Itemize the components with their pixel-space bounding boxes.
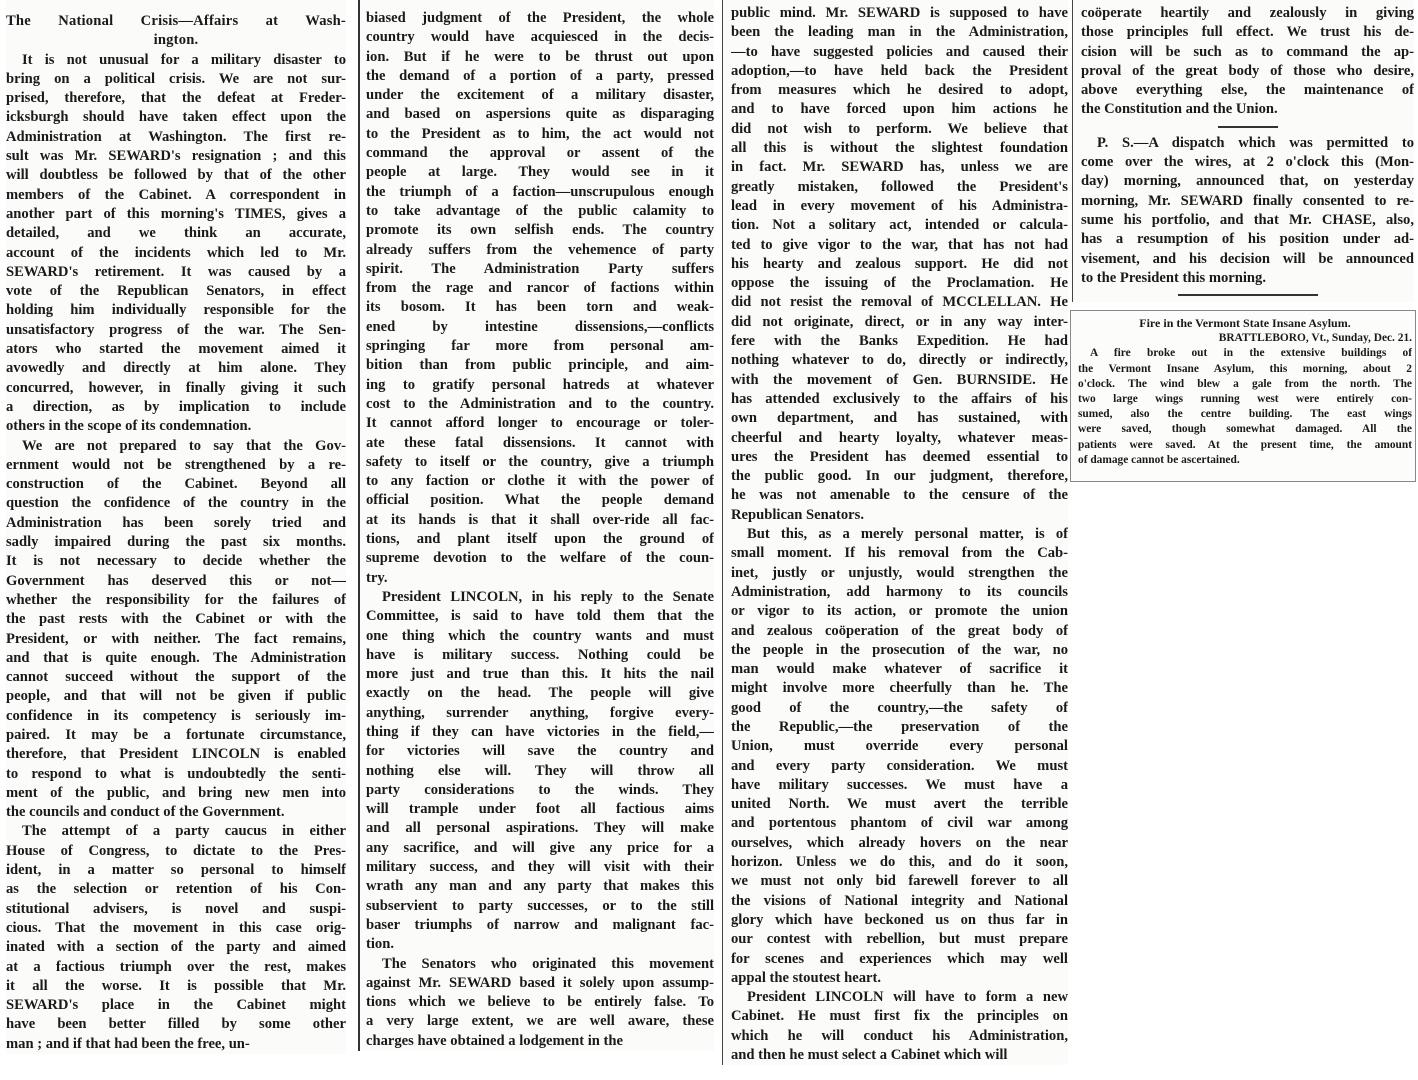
- text-line: Government has deserved this or not—: [6, 572, 346, 589]
- text-line: united North. We must avert the terrible: [731, 796, 1068, 813]
- text-line: for victories will save the country and: [366, 743, 714, 760]
- text-line: oppose the issuing of the Proclamation. He: [731, 275, 1068, 292]
- text-line: Union, must override every personal: [731, 738, 1068, 755]
- text-line: and every party consideration. We must: [731, 757, 1068, 774]
- text-line: holding him individually responsible for the: [6, 302, 346, 319]
- text-line: concurred, however, in finally giving it such: [6, 379, 346, 396]
- text-line: bring on a political crisis. We are not sur-: [6, 70, 346, 87]
- text-line: therefore, that President LINCOLN is enabled: [6, 746, 346, 763]
- fire-article-body: [1078, 346, 1412, 468]
- article-column-4: [1072, 0, 1414, 302]
- text-line: question the confidence of the country in the: [6, 495, 346, 512]
- text-line: the public good. In our judgment, therefore,: [731, 468, 1068, 485]
- text-line: good of the country,—the safety of: [731, 699, 1068, 716]
- text-line: nothing else will. They will throw all: [366, 762, 714, 779]
- text-line: House of Congress, to dictate to the Pres-: [6, 842, 346, 859]
- text-line: to the President as to him, the act would not: [366, 125, 714, 142]
- text-line: But this, as a merely personal matter, is of: [747, 526, 1068, 543]
- text-line: two large wings running west were entirely con-: [1078, 393, 1412, 406]
- text-line: morning, Mr. SEWARD finally consented to re-: [1081, 192, 1414, 209]
- text-line: did not wish to perform. We believe that: [731, 120, 1068, 137]
- text-line: the Republic,—the preservation of the: [731, 718, 1068, 735]
- text-line: o'clock. The wind blew a gale from the north. The: [1078, 377, 1412, 390]
- text-line: ourselves, which already hovers on the near: [731, 834, 1068, 851]
- text-line: public mind. Mr. SEWARD is supposed to have: [731, 5, 1068, 21]
- text-line: from measures which he desired to adopt,: [731, 82, 1068, 99]
- text-line: and that is quite enough. The Administration: [6, 649, 346, 666]
- text-line: have military successes. We must have a: [731, 776, 1068, 793]
- text-line: visement, and his decision will be announced: [1081, 250, 1414, 267]
- text-line: —to have suggested policies and caused their: [731, 43, 1068, 60]
- text-line: sumed, also the centre building. The east wings: [1078, 408, 1412, 421]
- text-line: the councils and conduct of the Government.: [6, 804, 285, 821]
- fire-article: [1078, 316, 1412, 468]
- text-line: It is not necessary to decide whether the: [6, 553, 346, 570]
- text-line: cheerful and hearty loyalty, whatever meas-: [731, 429, 1068, 446]
- text-line: greatly mistaken, followed the President's: [731, 178, 1068, 195]
- text-line: Administration has been sorely tried and: [6, 514, 346, 531]
- text-line: The Senators who originated this movement: [382, 955, 714, 972]
- text-line: adoption,—to have held back the President: [731, 62, 1068, 79]
- article-column-1: [6, 0, 346, 1054]
- text-line: charges have obtained a lodgement in the: [366, 1032, 624, 1049]
- text-line: man ; and if that had been the free, un-: [6, 1035, 250, 1052]
- text-line: under the excitement of a military disaster,: [366, 87, 714, 104]
- text-line: icksburgh should have taken effect upon the: [6, 109, 346, 126]
- column-4-body: [1081, 4, 1414, 120]
- text-line: day) morning, announced that, on yesterday: [1081, 173, 1414, 190]
- text-line: all this is without the slightest foundation: [731, 140, 1068, 157]
- text-line: The attempt of a party caucus in either: [22, 823, 346, 840]
- text-line: ate these fatal dissensions. It cannot with: [366, 434, 714, 451]
- text-line: and to have forced upon him actions he: [731, 101, 1068, 118]
- text-line: A fire broke out in the extensive buildings of: [1090, 347, 1412, 360]
- text-line: appal the stoutest heart.: [731, 969, 881, 986]
- text-line: to any faction or clothe it with the power of: [366, 473, 714, 490]
- text-line: we must not only bid farewell forever to all: [731, 873, 1068, 890]
- text-line: promote its own selfish ends. The country: [366, 222, 714, 239]
- text-line: and zealous coöperation of the great body of: [731, 622, 1068, 639]
- text-line: coöperate heartily and zealously in giving: [1081, 5, 1414, 21]
- text-line: exactly on the head. The people will give: [366, 685, 714, 702]
- text-line: military success, and they will visit with their: [366, 859, 714, 876]
- text-line: members of the Cabinet. A correspondent in: [6, 186, 346, 203]
- text-line: tions, and plant itself upon the ground of: [366, 531, 714, 548]
- text-line: ion. But if he were to be thrust out upon: [366, 48, 714, 65]
- text-line: ted to give vigor to the war, that has not had: [731, 236, 1068, 253]
- text-line: whether the responsibility for the failures of: [6, 591, 346, 608]
- text-line: ures the President has deemed essential to: [731, 448, 1068, 465]
- column-2-body: [366, 9, 714, 1051]
- column-3-body: [731, 4, 1068, 1065]
- text-line: others in the scope of its condemnation.: [6, 418, 252, 435]
- text-line: did not originate, direct, or in any way inter-: [731, 313, 1068, 330]
- text-line: avowedly and directly at him alone. They: [6, 360, 346, 377]
- text-line: come over the wires, at 2 o'clock this (Mon-: [1081, 154, 1414, 171]
- text-line: try.: [366, 569, 388, 586]
- text-line: SEWARD's place in the Cabinet might: [6, 997, 346, 1014]
- text-line: prised, therefore, that the defeat at Freder-: [6, 90, 346, 107]
- fire-article-title: Fire in the Vermont State Insane Asylum.: [1139, 316, 1351, 330]
- text-line: unsatisfactory progress of the war. The Sen-: [6, 321, 346, 338]
- text-line: the Vermont Insane Asylum, this morning, about 2: [1078, 362, 1412, 375]
- text-line: man would make whatever of sacrifice it: [731, 661, 1068, 678]
- text-line: have is military success. Nothing could be: [366, 646, 714, 663]
- text-line: from the rage and rancor of factions within: [366, 280, 714, 297]
- text-line: been the leading man in the Administration,: [731, 24, 1068, 41]
- text-line: detailed, and we think an accurate,: [6, 225, 346, 242]
- text-line: has attended exclusively to the affairs of his: [731, 390, 1068, 407]
- text-line: Committee, is said to have told them that the: [366, 608, 714, 625]
- text-line: cannot succeed without the support of the: [6, 669, 346, 686]
- text-line: against Mr. SEWARD based it solely upon assump-: [366, 974, 714, 991]
- text-line: were saved, though somewhat damaged. All the: [1078, 423, 1412, 436]
- text-line: at a factious triumph over the rest, makes: [6, 958, 346, 975]
- text-line: for scenes and experiences which may well: [731, 950, 1068, 967]
- text-line: own department, and has sustained, with: [731, 410, 1068, 427]
- text-line: the demand of a portion of a party, pressed: [366, 67, 714, 84]
- text-line: stitutional advisers, is novel and suspi-: [6, 900, 346, 917]
- text-line: proval of the great body of those who desire,: [1081, 62, 1414, 79]
- text-line: ing to gratify personal hatreds at whatever: [366, 376, 714, 393]
- fire-article-dateline: BRATTLEBORO, Vt., Sunday, Dec. 21.: [1218, 332, 1412, 345]
- text-line: the triumph of a faction—unscrupulous enough: [366, 183, 714, 200]
- text-line: cost to the Administration and to the country.: [366, 395, 714, 412]
- text-line: another part of this morning's TIMES, gives a: [6, 205, 346, 222]
- text-line: subservient to party successes, or to the still: [366, 897, 714, 914]
- text-line: inated with a section of the party and aimed: [6, 939, 346, 956]
- text-line: President LINCOLN will have to form a new: [747, 989, 1068, 1006]
- text-line: and based on aspersions quite as disparaging: [366, 106, 714, 123]
- text-line: to take advantage of the public calamity to: [366, 202, 714, 219]
- text-line: of damage cannot be ascertained.: [1078, 453, 1240, 466]
- text-line: those principles full effect. We trust his de-: [1081, 24, 1414, 41]
- text-line: above everything else, the maintenance of: [1081, 82, 1414, 99]
- text-line: lead in every movement of his Administra-: [731, 197, 1068, 214]
- text-line: baser triumphs of narrow and malignant fac-: [366, 916, 714, 933]
- text-line: thing if they can have victories in the field,—: [366, 723, 714, 740]
- text-line: a very large extent, we are well aware, these: [366, 1013, 714, 1030]
- text-line: to the President this morning.: [1081, 269, 1266, 286]
- text-line: tions which we believe to be entirely false. To: [366, 994, 714, 1011]
- text-line: ened by intestine dissensions,—conflicts: [366, 318, 714, 335]
- text-line: Republican Senators.: [731, 506, 864, 523]
- text-line: has a resumption of his position under ad-: [1081, 231, 1414, 248]
- text-line: ident, in a matter so personal to himself: [6, 862, 346, 879]
- text-line: confidence in its competency is seriously im-: [6, 707, 346, 724]
- text-line: sult was Mr. SEWARD's resignation ; and this: [6, 148, 346, 165]
- text-line: country would have acquiesced in the decis-: [366, 29, 714, 46]
- text-line: will doubtless be followed by that of the other: [6, 167, 346, 184]
- text-line: vote of the Republican Senators, in effect: [6, 283, 346, 300]
- text-line: any sacrifice, and will give any price for a: [366, 839, 714, 856]
- text-line: did not resist the removal of MCCLELLAN. He: [731, 294, 1068, 311]
- column-1-body: [6, 51, 346, 1054]
- text-line: as the selection or retention of his Con-: [6, 881, 346, 898]
- text-line: It is not unusual for a military disaster to: [22, 51, 346, 68]
- text-line: or vigor to its action, or promote the union: [731, 603, 1068, 620]
- section-divider: [1218, 126, 1278, 128]
- text-line: paired. It may be a fortunate circumstance,: [6, 726, 346, 743]
- text-line: springing far more from personal am-: [366, 338, 714, 355]
- text-line: horizon. Unless we do this, and do it soon,: [731, 854, 1068, 871]
- text-line: to respond to what is undoubtedly the senti-: [6, 765, 346, 782]
- text-line: at its hands is that it shall over-ride all fac-: [366, 511, 714, 528]
- text-line: command the approval or assent of the: [366, 145, 714, 162]
- text-line: it all the worse. It is possible that Mr.: [6, 977, 346, 994]
- text-line: have been better filled by some other: [6, 1016, 346, 1033]
- text-line: glory which have beckoned us on thus far in: [731, 911, 1068, 928]
- headline-line-2: ington.: [153, 32, 199, 49]
- text-line: the visions of National integrity and National: [731, 892, 1068, 909]
- text-line: its bosom. It has been torn and weak-: [366, 299, 714, 316]
- text-line: and then he must select a Cabinet which will: [731, 1047, 1008, 1064]
- text-line: which he will conduct his Administration,: [731, 1027, 1068, 1044]
- text-line: ators who started the movement aimed it: [6, 341, 346, 358]
- text-line: account of the incidents which led to Mr.: [6, 244, 346, 261]
- text-line: cision will be such as to command the ap-: [1081, 43, 1414, 60]
- text-line: Administration at Washington. The first re-: [6, 128, 346, 145]
- text-line: fere with the Banks Expedition. He had: [731, 333, 1068, 350]
- text-line: bition than from public principle, and aim-: [366, 357, 714, 374]
- text-line: people at large. They would see in it: [366, 164, 714, 181]
- text-line: more just and true than this. It hits the nail: [366, 666, 714, 683]
- section-divider: [1178, 294, 1318, 296]
- text-line: the past rests with the Cabinet or with the: [6, 611, 346, 628]
- postscript: [1081, 134, 1414, 288]
- text-line: sume his portfolio, and that Mr. CHASE, also,: [1081, 211, 1414, 228]
- text-line: supreme devotion to the welfare of the coun-: [366, 550, 714, 567]
- text-line: Cabinet. He must first fix the principles on: [731, 1008, 1068, 1025]
- text-line: tion. Not a solitary act, intended or calcula-: [731, 217, 1068, 234]
- text-line: he was not amenable to the censure of the: [731, 487, 1068, 504]
- text-line: anything, surrender anything, forgive every-: [366, 704, 714, 721]
- text-line: small moment. If his removal from the Cab-: [731, 545, 1068, 562]
- text-line: might involve more cheerfully than he. The: [731, 680, 1068, 697]
- text-line: safety to itself or the country, give a triumph: [366, 453, 714, 470]
- text-line: P. S.—A dispatch which was permitted to: [1097, 134, 1414, 151]
- text-line: a direction, as by implication to include: [6, 398, 346, 415]
- text-line: ernment would not be strengthened by a re-: [6, 456, 346, 473]
- text-line: Administration, add harmony to its councils: [731, 583, 1068, 600]
- headline-line-1: The National Crisis—Affairs at Wash-: [6, 13, 346, 29]
- text-line: nothing whatever to do, directly or indirectly,: [731, 352, 1068, 369]
- text-line: ment of the public, and bring new men into: [6, 784, 346, 801]
- text-line: one thing which the country wants and must: [366, 627, 714, 644]
- text-line: the people in the prosecution of the war, no: [731, 641, 1068, 658]
- text-line: with the movement of Gen. BURNSIDE. He: [731, 371, 1068, 388]
- text-line: wrath any man and any party that makes this: [366, 878, 714, 895]
- text-line: construction of the Cabinet. Beyond all: [6, 476, 346, 493]
- text-line: official position. What the people demand: [366, 492, 714, 509]
- text-line: It cannot afford longer to encourage or toler-: [366, 415, 714, 432]
- text-line: SEWARD's retirement. It was caused by a: [6, 263, 346, 280]
- text-line: party considerations to the winds. They: [366, 781, 714, 798]
- text-line: sadly impaired during the past six months.: [6, 534, 346, 551]
- text-line: President, or with neither. The fact remains,: [6, 630, 346, 647]
- text-line: biased judgment of the President, the whole: [366, 10, 714, 26]
- text-line: inet, justly or unjustly, would strengthen the: [731, 564, 1068, 581]
- text-line: his hearty and zealous support. He did not: [731, 255, 1068, 272]
- text-line: people, and that will not be given if public: [6, 688, 346, 705]
- text-line: will trample under foot all factious aims: [366, 801, 714, 818]
- text-line: patients were saved. At the present time, the amount: [1078, 438, 1412, 451]
- text-line: already suffers from the vehemence of party: [366, 241, 714, 258]
- text-line: in fact. Mr. SEWARD has, unless we are: [731, 159, 1068, 176]
- text-line: We are not prepared to say that the Gov-: [22, 437, 346, 454]
- text-line: and all personal aspirations. They will make: [366, 820, 714, 837]
- text-line: cious. That the movement in this case orig-: [6, 919, 346, 936]
- article-column-3: [722, 0, 1068, 1065]
- text-line: spirit. The Administration Party suffers: [366, 260, 714, 277]
- text-line: and portentous phantom of civil war among: [731, 815, 1068, 832]
- text-line: our contest with rebellion, but must prepare: [731, 931, 1068, 948]
- text-line: President LINCOLN, in his reply to the Senate: [382, 588, 714, 605]
- text-line: tion.: [366, 936, 394, 953]
- article-column-2: [358, 0, 714, 1051]
- text-line: the Constitution and the Union.: [1081, 101, 1278, 118]
